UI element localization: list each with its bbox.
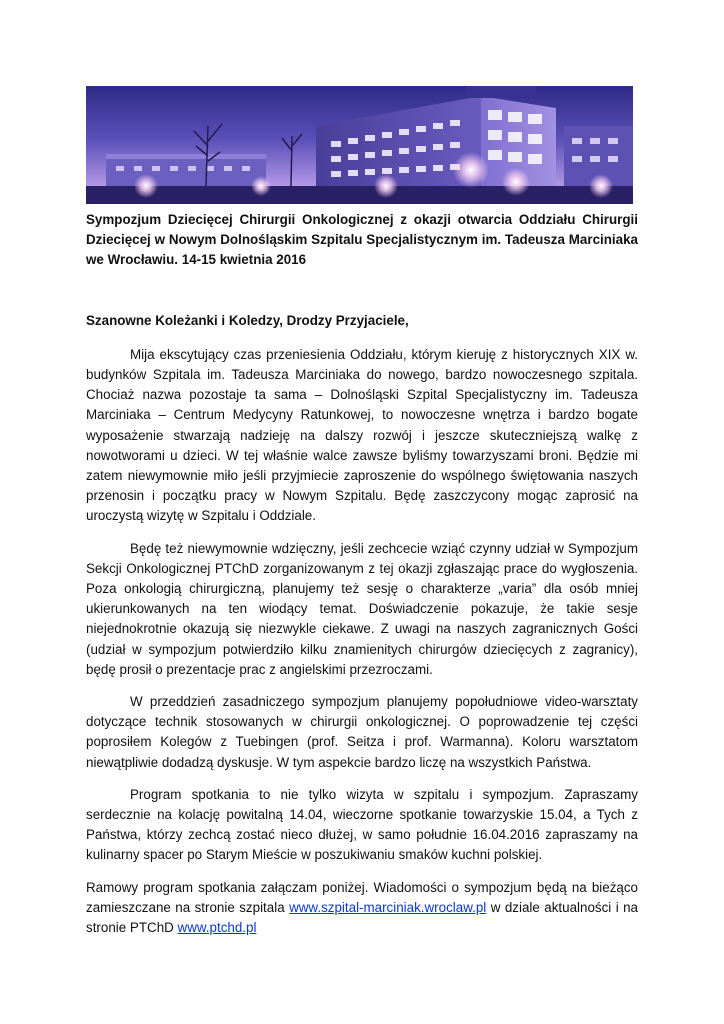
- letter-content: [86, 210, 638, 950]
- hospital-building-photo: [86, 86, 633, 204]
- document-title: Sympozjum Dziecięcej Chirurgii Onkologicznej z okazji otwarcia Oddziału Chirurgii Dziecięcej w Nowym Dolnośląskim Szpitalu Specjalistycznym im. Tadeusza Marciniaka we Wrocławiu. 14-15 kwietnia 2016: [86, 212, 638, 268]
- ptchd-website-link[interactable]: www.ptchd.pl: [177, 920, 257, 936]
- greeting: Szanowne Koleżanki i Koledzy, Drodzy Przyjaciele,: [86, 312, 409, 328]
- closing-text-2: w dziale aktualności i na stronie PTChD: [86, 899, 639, 936]
- paragraph-4: Program spotkania to nie tylko wizyta w szpitalu i sympozjum. Zapraszamy serdecznie na kolację powitalną 14.04, wieczorne spotkanie towarzyskie 15.04, a Tych z Państwa, którzy zechcą zostać nieco dłużej, w samo południe 16.04.2016 zapraszamy na kulinarny spacer po Starym Mieście w poszukiwaniu smaków kuchni polskiej.: [86, 786, 638, 863]
- closing-text-1: Ramowy program spotkania załączam poniżej. Wiadomości o sympozjum będą na bieżąco zamieszczane na stronie szpitala: [86, 879, 638, 915]
- paragraph-2: Będę też niewymownie wdzięczny, jeśli zechcecie wziąć czynny udział w Sympozjum Sekcji Onkologicznej PTChD zorganizowanym z tej okazji zgłaszając prace do wygłoszenia. Poza onkologią chirurgiczną, planujemy też sesję o charakterze „varia” dla osób mniej ukierunkowanych na ten wiodący temat. Doświadczenie pokazuje, że takie sesje niejednokrotnie okazują się niezwykle ciekawe. Z uwagi na naszych zagranicznych Gości (udział w sympozjum potwierdziło kilku znamienitych chirurgów dziecięcych z zagranicy), będę prosił o prezentacje prac z angielskimi przezroczami.: [86, 540, 638, 677]
- closing-paragraph: [86, 878, 638, 939]
- paragraph-3: W przeddzień zasadniczego sympozjum planujemy popołudniowe video-warsztaty dotyczące technik stosowanych w chirurgii onkologicznej. O poprowadzenie tej części poprosiłem Kolegów z Tuebingen (prof. Seitza i prof. Warmanna). Koloru warsztatom niewątpliwie dodadzą dyskusje. W tym aspekcie bardzo liczę na wszystkich Państwa.: [86, 694, 638, 770]
- hospital-website-link[interactable]: www.szpital-marciniak.wroclaw.pl: [289, 899, 487, 915]
- paragraph-1: Mija ekscytujący czas przeniesienia Oddziału, którym kieruję z historycznych XIX w. budynków Szpitala im. Tadeusza Marciniaka do nowego, bardzo nowoczesnego szpitala. Chociaż nazwa pozostaje ta sama – Dolnośląski Szpital Specjalistyczny im. Tadeusza Marciniaka – Centrum Medycyny Ratunkowej, to nowoczesne wnętrza i bardzo bogate wyposażenie stwarzają nadzieję na dalszy rozwój i jeszcze skuteczniejszą walkę z nowotworami u dzieci. W tej właśnie walce zawsze byliśmy towarzyszami broni. Będzie mi zatem niewymownie miło jeśli przyjmiecie zaproszenie do wspólnego świętowania naszych przenosin i początku pracy w Nowym Szpitalu. Będę zaszczycony mogąc zaprosić na uroczystą wizytę w Szpitalu i Oddziale.: [86, 346, 638, 524]
